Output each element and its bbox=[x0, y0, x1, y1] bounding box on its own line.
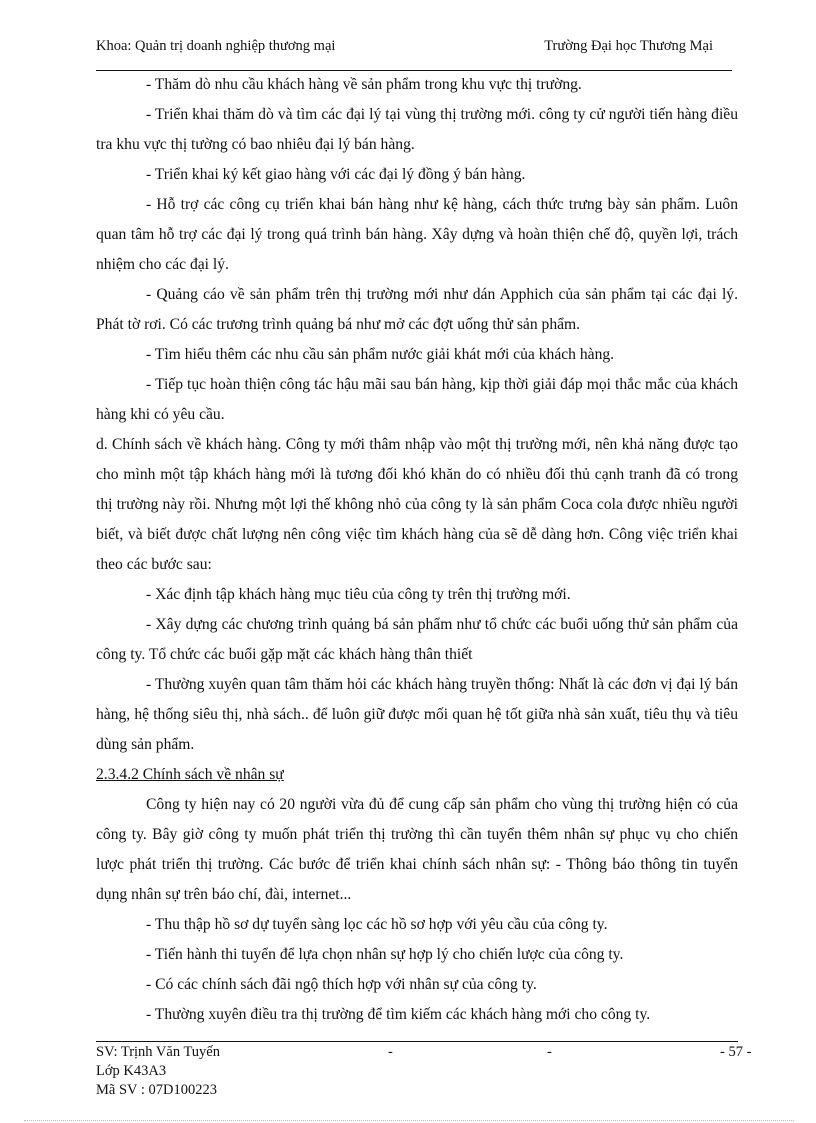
document-body bbox=[96, 70, 738, 1030]
page-header bbox=[96, 38, 731, 58]
footer-student-id: Mã SV : 07D100223 bbox=[96, 1082, 217, 1098]
paragraph: - Triển khai thăm dò và tìm các đại lý tại vùng thị trường mới. công ty cử người tiến hàng điều tra khu vực thị tường có bao nhiêu đại lý bán hàng. bbox=[96, 106, 738, 153]
footer-dash: - bbox=[547, 1044, 552, 1060]
paragraph: Công ty hiện nay có 20 người vừa đủ để cung cấp sản phẩm cho vùng thị trường hiện có của công ty. Bây giờ công ty muốn phát triển thị trường thì cần tuyển thêm nhân sự phục vụ cho chiến lược phát triển thị trường. Các bước để triển khai chính sách nhân sự: - Thông báo thông tin tuyển dụng nhân sự trên báo chí, đài, internet... bbox=[96, 796, 738, 903]
paragraph: - Tiến hành thi tuyển để lựa chọn nhân sự hợp lý cho chiến lược của công ty. bbox=[146, 946, 624, 963]
paragraph: - Thường xuyên quan tâm thăm hỏi các khách hàng truyền thống: Nhất là các đơn vị đại lý bán hàng, hệ thống siêu thị, nhà sách.. để luôn giữ được mối quan hệ tốt giữa nhà sản xuất, tiêu thụ và tiêu dùng sản phẩm. bbox=[96, 676, 738, 753]
paragraph: - Triển khai ký kết giao hàng với các đại lý đồng ý bán hàng. bbox=[146, 166, 526, 183]
header-university: Trường Đại học Thương Mại bbox=[544, 38, 713, 54]
footer-class: Lớp K43A3 bbox=[96, 1063, 167, 1079]
paragraph: - Xây dựng các chương trình quảng bá sản phẩm như tổ chức các buổi uống thử sản phẩm của công ty. Tổ chức các buổi gặp mặt các khách hàng thân thiết bbox=[96, 616, 738, 663]
paragraph: - Xác định tập khách hàng mục tiêu của công ty trên thị trường mới. bbox=[146, 586, 571, 603]
footer-rule bbox=[96, 1041, 738, 1042]
paragraph: - Thu thập hồ sơ dự tuyển sàng lọc các hồ sơ hợp với yêu cầu của công ty. bbox=[146, 916, 608, 933]
paragraph: d. Chính sách về khách hàng. Công ty mới thâm nhập vào một thị trường mới, nên khả năng được tạo cho mình một tập khách hàng mới là tương đối khó khăn do có nhiều đối thủ cạnh tranh đã có trong thị trường này rồi. Nhưng một lợi thế không nhỏ của công ty là sản phẩm Coca cola được nhiều người biết, và biết được chất lượng nên công việc tìm khách hàng của sẽ dễ dàng hơn. Công việc triển khai theo các bước sau: bbox=[96, 436, 738, 573]
page-footer bbox=[96, 1043, 756, 1100]
paragraph: - Tìm hiểu thêm các nhu cầu sản phẩm nước giải khát mới của khách hàng. bbox=[146, 346, 615, 363]
paragraph: - Quảng cáo về sản phẩm trên thị trường mới như dán Apphich của sản phẩm tại các đại lý. Phát tờ rơi. Có các trương trình quảng bá như mở các đợt uống thử sản phẩm. bbox=[96, 286, 738, 333]
paragraph: - Có các chính sách đãi ngộ thích hợp với nhân sự của công ty. bbox=[146, 976, 537, 993]
page-number: - 57 - bbox=[720, 1044, 752, 1060]
footer-dash: - bbox=[388, 1044, 393, 1060]
section-heading: 2.3.4.2 Chính sách về nhân sự bbox=[96, 766, 284, 783]
paragraph: - Thăm dò nhu cầu khách hàng về sản phẩm trong khu vực thị trường. bbox=[146, 76, 582, 93]
footer-student: SV: Trịnh Văn Tuyến bbox=[96, 1044, 220, 1060]
page-edge-divider bbox=[24, 1120, 794, 1121]
paragraph: - Hỗ trợ các công cụ triển khai bán hàng như kệ hàng, cách thức trưng bày sản phẩm. Luôn quan tâm hỗ trợ các đại lý trong quá trình bán hàng. Xây dựng và hoàn thiện chế độ, quyền lợi, trách nhiệm cho các đại lý. bbox=[96, 196, 738, 273]
header-faculty: Khoa: Quản trị doanh nghiệp thương mại bbox=[96, 38, 336, 54]
paragraph: - Thường xuyên điều tra thị trường để tìm kiếm các khách hàng mới cho công ty. bbox=[146, 1006, 651, 1023]
paragraph: - Tiếp tục hoàn thiện công tác hậu mãi sau bán hàng, kịp thời giải đáp mọi thắc mắc của khách hàng khi có yêu cầu. bbox=[96, 376, 738, 423]
